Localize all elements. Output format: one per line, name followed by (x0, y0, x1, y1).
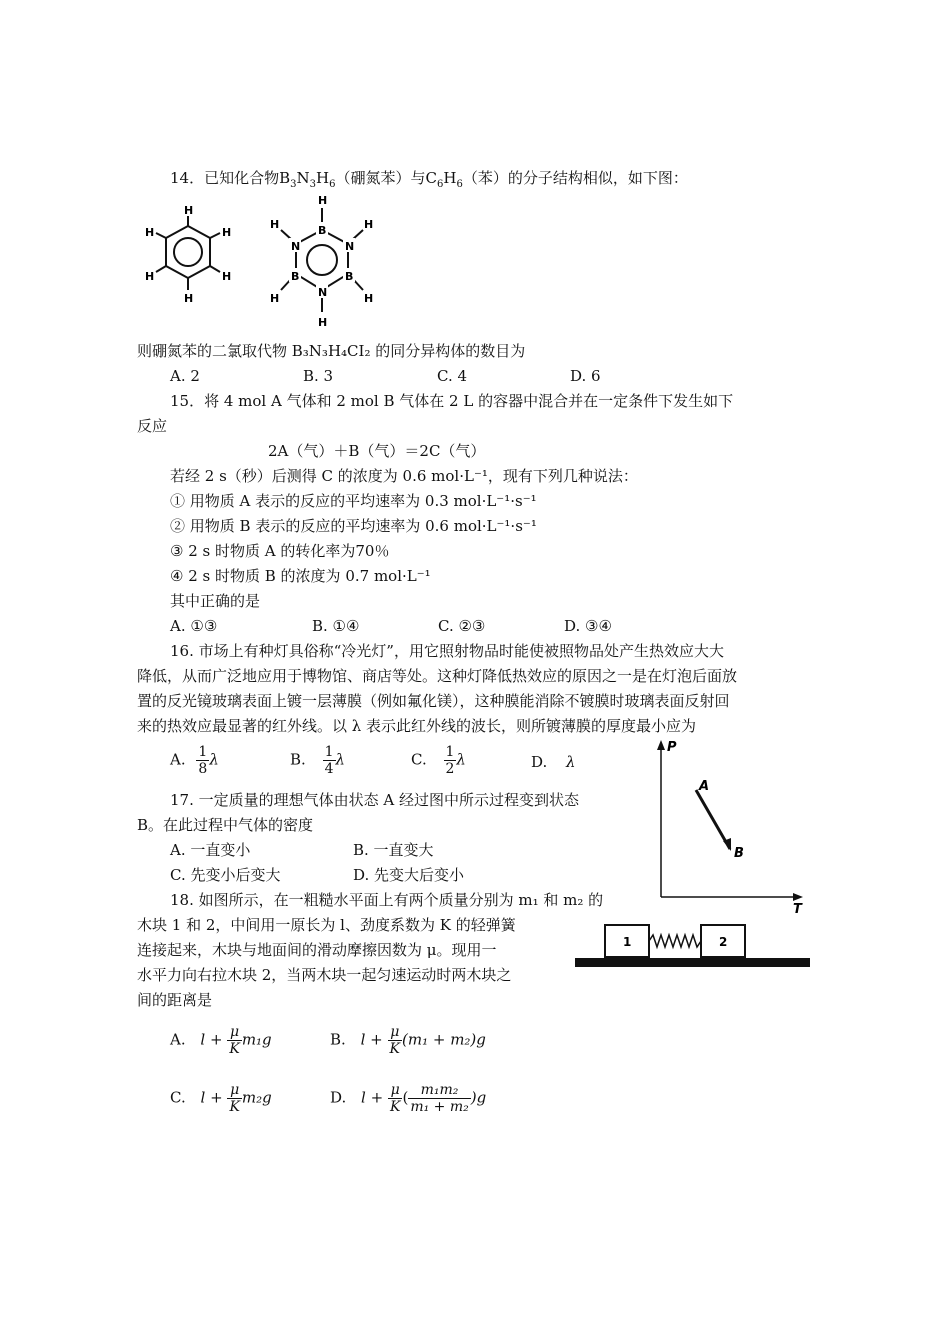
q18-option-c-label: C. (170, 1088, 186, 1107)
borazine-h: H (318, 194, 328, 207)
q18-line2: 木块 1 和 2，中间用一原长为 l、劲度系数为 K 的轻弹簧 (137, 916, 516, 934)
q15-prompt: 其中正确的是 (170, 592, 261, 610)
q18-option-c: C. l + $\frac{\mu}{K}$ m₂g (170, 1082, 272, 1115)
borazine-aromatic-circle (307, 245, 337, 275)
process-line (696, 790, 730, 849)
q15-option-c: C. ②③ (438, 617, 486, 635)
q16-option-b-fraction: $\frac{1}{4}$ (324, 744, 334, 777)
q15-statement-4: ④ 2 s 时物质 B 的浓度为 0.7 mol·L⁻¹ (170, 567, 431, 585)
borazine-b: B (291, 270, 300, 283)
benzene-ring (166, 226, 210, 278)
q15-statement-2: ② 用物质 B 表示的反应的平均速率为 0.6 mol·L⁻¹·s⁻¹ (170, 517, 537, 535)
q17-line1: 17. 一定质量的理想气体由状态 A 经过图中所示过程变到状态 (170, 791, 579, 809)
q15-option-b: B. ①④ (312, 617, 360, 635)
ground (575, 958, 810, 967)
borazine-h: H (364, 218, 374, 231)
benzene-h: H (145, 270, 155, 283)
borazine-h: H (270, 292, 280, 305)
q15-equation: 2A（气）＋B（气）＝2C（气） (268, 442, 486, 460)
benzene-structure (140, 200, 250, 320)
q15-line1: 15．将 4 mol A 气体和 2 mol B 气体在 2 L 的容器中混合并在一定条件下发生如下 (170, 392, 734, 410)
borazine-structure (262, 188, 382, 338)
q17-option-d: D. 先变大后变小 (353, 866, 465, 884)
q18-option-a-label: A. (170, 1030, 186, 1049)
spring (649, 935, 701, 947)
q16-option-d (531, 752, 576, 772)
b3n3h6-formula: $B_3N_3H_6$ (279, 169, 336, 190)
q18-option-b: B. l + $\frac{\mu}{K}$ (m₁ + m₂)g (330, 1024, 486, 1057)
q15-line3: 若经 2 s（秒）后测得 C 的浓度为 0.6 mol·L⁻¹，现有下列几种说法： (170, 467, 638, 485)
p-axis-label: P (667, 740, 677, 755)
t-axis-arrow-icon (793, 893, 803, 901)
q18-option-d-label: D. (330, 1088, 347, 1107)
q16-line3: 置的反光镜玻璃表面上镀一层薄膜（例如氟化镁），这种膜能消除不镀膜时玻璃表面反射回 (137, 692, 730, 710)
q15-option-a: A. ①③ (170, 617, 218, 635)
q16-option-c (411, 744, 466, 777)
benzene-h: H (145, 226, 155, 239)
q14-question: 则硼氮苯的二氯取代物 B₃N₃H₄CI₂ 的同分异构体的数目为 (137, 342, 526, 360)
borazine-n: N (318, 286, 328, 299)
t-axis-label: T (793, 902, 802, 915)
benzene-h: H (222, 226, 232, 239)
lambda-symbol: λ (209, 750, 219, 769)
q16-option-d-label: D. (531, 753, 548, 771)
benzene-h: H (184, 204, 194, 217)
q18-option-b-label: B. (330, 1030, 346, 1049)
q16-option-a-label: A. (170, 750, 186, 769)
borazine-n: N (291, 240, 301, 253)
q14-option-c: C. 4 (437, 367, 468, 385)
q15-option-d: D. ③④ (564, 617, 612, 635)
q16-option-a-fraction: $\frac{1}{8}$ (198, 744, 208, 777)
borazine-h: H (270, 218, 280, 231)
q16-line4: 来的热效应最显著的红外线。以 λ 表示此红外线的波长，则所镀薄膜的厚度最小应为 (137, 717, 697, 735)
benzene-h: H (222, 270, 232, 283)
q16-option-a (170, 744, 219, 777)
q18-line4: 水平力向右拉木块 2，当两木块一起匀速运动时两木块之 (137, 966, 512, 984)
q14-option-a: A. 2 (170, 367, 200, 385)
benzene-h: H (184, 292, 194, 305)
q16-line1: 16. 市场上有种灯具俗称“冷光灯”，用它照射物品时能使被照物品处产生热效应大大 (170, 642, 724, 660)
q16-option-b-label: B. (290, 750, 306, 769)
q14-option-b: B. 3 (303, 367, 334, 385)
block-2-label: 2 (719, 935, 728, 949)
point-a-label: A (699, 779, 710, 794)
p-axis-arrow-icon (657, 740, 665, 750)
lambda-symbol: λ (456, 750, 466, 769)
borazine-ring (296, 230, 348, 290)
q18-option-d: D. l + $\frac{\mu}{K}$ ( $\frac{\text{m₁m₂}}{\text{m₁ + m₂}}$ )g (330, 1082, 487, 1115)
q17-option-a: A. 一直变小 (170, 841, 251, 859)
q14-stem-mid: （硼氮苯）与 (335, 169, 426, 187)
q17-line2: B。在此过程中气体的密度 (137, 816, 314, 834)
borazine-h: H (318, 316, 328, 329)
block-1-label: 1 (623, 935, 632, 949)
q14-option-d: D. 6 (570, 367, 601, 385)
q14-stem (170, 168, 688, 195)
pt-graph (645, 735, 815, 915)
q17-option-b: B. 一直变大 (353, 841, 434, 859)
benzene-aromatic-circle (174, 238, 202, 266)
borazine-b: B (318, 224, 327, 237)
q18-option-a: A. l + $\frac{\mu}{K}$ m₁g (170, 1024, 272, 1057)
q14-stem-tail: （苯）的分子结构相似，如下图： (462, 169, 688, 187)
q15-statement-1: ① 用物质 A 表示的反应的平均速率为 0.3 mol·L⁻¹·s⁻¹ (170, 492, 537, 510)
q18-line3: 连接起来，木块与地面间的滑动摩擦因数为 μ。现用一 (137, 941, 497, 959)
borazine-h: H (364, 292, 374, 305)
q16-option-c-label: C. (411, 750, 427, 769)
lambda-symbol: λ (566, 753, 576, 771)
point-b-label: B (734, 846, 744, 861)
q16-option-c-fraction: $\frac{1}{2}$ (445, 744, 455, 777)
q16-option-b (290, 744, 345, 777)
q15-statement-3: ③ 2 s 时物质 A 的转化率为70％ (170, 542, 390, 560)
borazine-n: N (345, 240, 355, 253)
blocks-spring-diagram (575, 920, 810, 975)
c6h6-formula: $C_6H_6$ (425, 169, 463, 190)
q15-line2: 反应 (137, 417, 168, 435)
q18-line1: 18. 如图所示，在一粗糙水平面上有两个质量分别为 m₁ 和 m₂ 的 (170, 891, 604, 909)
borazine-b: B (345, 270, 354, 283)
q17-option-c: C. 先变小后变大 (170, 866, 281, 884)
q14-stem-prefix: 14．已知化合物 (170, 169, 280, 187)
q18-line5: 间的距离是 (137, 991, 213, 1009)
lambda-symbol: λ (335, 750, 346, 769)
q16-line2: 降低，从而广泛地应用于博物馆、商店等处。这种灯降低热效应的原因之一是在灯泡后面放 (137, 667, 738, 685)
